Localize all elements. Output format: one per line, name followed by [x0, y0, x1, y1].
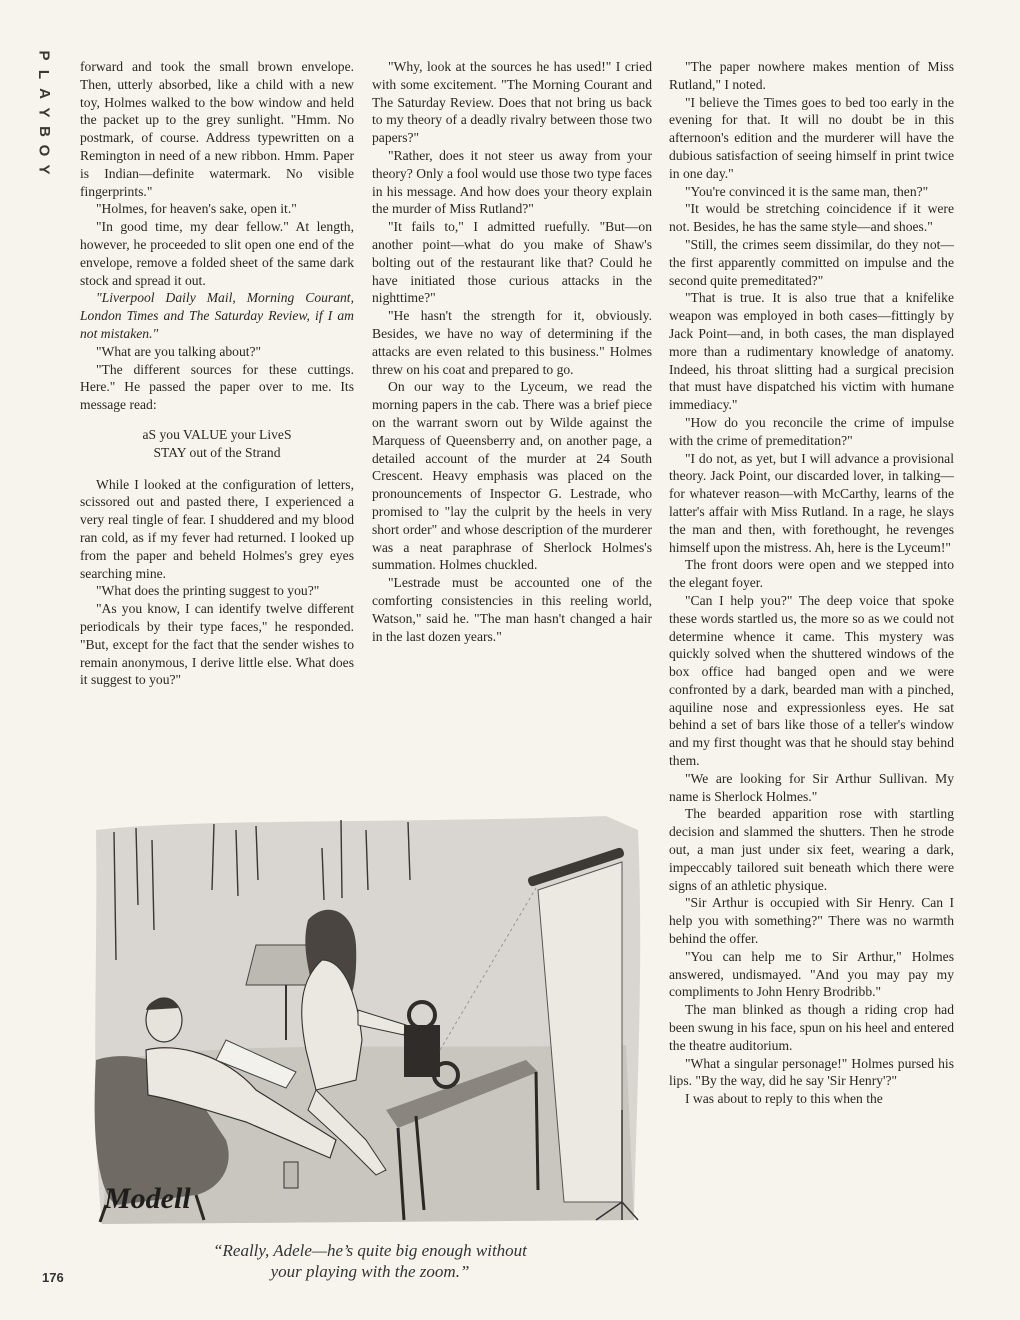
- masthead-letter: Y: [35, 107, 53, 118]
- cartoon-caption: [150, 1240, 590, 1282]
- caption-line: “Really, Adele—he’s quite big enough without: [213, 1241, 527, 1260]
- paragraph: "He hasn't the strength for it, obviously. Besides, we have no way of determining if the attacks are even related to this business." Holmes threw on his coat and prepared to go.: [372, 308, 652, 377]
- paragraph: "Can I help you?" The deep voice that spoke these words startled us, the more so as we could not determine whence it came. This mystery was quickly solved when the shuttered windows of the box office had banged open and we were confronted by a dark, bearded man with a pinched, aquiline nose and expressionless eyes. He sat behind a set of bars like those of a teller's window and my first thought was that he should stay behind them.: [669, 592, 954, 769]
- paragraph: "How do you reconcile the crime of impulse with the crime of premeditation?": [669, 414, 954, 448]
- masthead-letter: Y: [35, 164, 53, 175]
- paragraph: I was about to reply to this when the: [685, 1091, 883, 1107]
- masthead-letter: O: [35, 144, 53, 157]
- paragraph: While I looked at the configuration of letters, scissored out and pasted there, I experienced a very real tingle of fear. I shuddered and my blood ran cold, as if my fever had returned. I looked up from the paper and beheld Holmes's grey eyes searching mine.: [80, 476, 354, 581]
- paragraph: "In good time, my dear fellow." At length, however, he proceeded to slit open one end of the envelope, remove a folded sheet of the same dark stock and spread it out.: [80, 219, 354, 288]
- paragraph: "The different sources for these cuttings. Here." He passed the paper over to me. Its message read:: [80, 361, 354, 413]
- page-number: 176: [42, 1270, 64, 1285]
- paragraph: "Sir Arthur is occupied with Sir Henry. Can I help you with something?" There was no warmth behind the offer.: [669, 895, 954, 947]
- paragraph: "I believe the Times goes to bed too early in the evening for that. It will no doubt be in this afternoon's edition and the murderer will have the dubious satisfaction of seeing himself in print twice in one day.": [669, 94, 954, 181]
- text-column-3: [669, 58, 954, 1108]
- paragraph: "Why, look at the sources he has used!" I cried with some excitement. "The Morning Courant and The Saturday Review. Does that not bring us back to my theory of a deadly rivalry between those two papers?": [372, 59, 652, 146]
- text-column-1: [80, 58, 354, 689]
- paragraph: "Liverpool Daily Mail, Morning Courant, London Times and The Saturday Review, if I am not mistaken.": [80, 290, 354, 341]
- paragraph: "What a singular personage!" Holmes pursed his lips. "By the way, did he say 'Sir Henry'?": [669, 1055, 954, 1089]
- paragraph: forward and took the small brown envelope. Then, utterly absorbed, like a child with a new toy, Holmes walked to the bow window and held the packet up to the grey sunlight. "Hmm. No postmark, of course. Address typewritten on a Remington in need of a new ribbon. Hmm. Paper is Indian—definite watermark. No visible fingerprints.": [80, 59, 354, 199]
- caption-line: your playing with the zoom.”: [270, 1262, 470, 1281]
- paragraph: "You're convinced it is the same man, then?": [685, 183, 929, 199]
- paragraph: "Holmes, for heaven's sake, open it.": [96, 201, 297, 217]
- magazine-masthead: [34, 46, 54, 179]
- masthead-letter: P: [35, 50, 53, 61]
- masthead-letter: L: [35, 69, 53, 80]
- masthead-letter: B: [35, 126, 53, 137]
- paragraph: "I do not, as yet, but I will advance a provisional theory. Jack Point, our discarded lover, in talking—for whatever reason—with McCarthy, learns of the latter's affair with Miss Rutland. In a rage, he slays the man and then, with forethought, he revenges himself upon the mistress. Ah, here is the Lyceum!": [669, 450, 954, 555]
- paragraph: "What are you talking about?": [96, 343, 262, 359]
- paragraph: "The paper nowhere makes mention of Miss Rutland," I noted.: [669, 59, 954, 92]
- paragraph: The front doors were open and we stepped into the elegant foyer.: [669, 557, 954, 591]
- text-column-2: [372, 58, 652, 645]
- paragraph: The bearded apparition rose with startling decision and slammed the shutters. Then he strode out, a man just under six feet, wearing a dark, impeccably tailored suit beneath which there were signs of an athletic physique.: [669, 806, 954, 893]
- masthead-letter: A: [35, 88, 53, 99]
- paragraph: "What does the printing suggest to you?": [96, 583, 320, 599]
- ransom-message-line: aS you VALUE your LiveS: [142, 426, 292, 442]
- paragraph: "We are looking for Sir Arthur Sullivan. My name is Sherlock Holmes.": [669, 770, 954, 804]
- paragraph: On our way to the Lyceum, we read the morning papers in the cab. There was a brief piece on the warrant sworn out by Wilde against the Marquess of Queensberry and, on another page, a detailed account of the murder at 24 South Crescent. Heavy emphasis was placed on the pronouncements of Inspector G. Lestrade, who promised to "lay the culprit by the heels in very short order" and whose description of the murderer was a neat paraphrase of Sherlock Holmes's summation. Holmes chuckled.: [372, 379, 652, 573]
- paragraph: "It would be stretching coincidence if it were not. Besides, he has the same style—and shoes.": [669, 201, 954, 235]
- ransom-message-line: STAY out of the Strand: [153, 444, 281, 460]
- ransom-message: [80, 426, 354, 462]
- paragraph: "As you know, I can identify twelve different periodicals by their type faces," he responded. "But, except for the fact that the sender wishes to remain anonymous, I derive little else. What does it suggest to you?": [80, 601, 354, 688]
- paragraph: "Lestrade must be accounted one of the comforting consistencies in this reeling world, Watson," said he. "The man hasn't changed a hair in the last dozen years.": [372, 575, 652, 644]
- cartoon-signature: Modell: [104, 1182, 191, 1215]
- paragraph: The man blinked as though a riding crop had been swung in his face, spun on his heel and entered the theatre auditorium.: [669, 1002, 955, 1053]
- paragraph: "You can help me to Sir Arthur," Holmes answered, undismayed. "And you may pay my compliments to John Henry Brodribb.": [669, 948, 954, 1000]
- paragraph: "That is true. It is also true that a knifelike weapon was employed in both cases—fittingly by Jack Point—and, in both cases, the man displayed more than a rudimentary knowledge of anatomy. Indeed, his throat slitting had a surgical precision that must have dispatched his victim with humane immediacy.": [669, 290, 954, 413]
- paragraph: "Rather, does it not steer us away from your theory? Only a fool would use those two type faces in his message. And how does your theory explain the murder of Miss Rutland?": [372, 147, 652, 217]
- paragraph: "It fails to," I admitted ruefully. "But—on another point—what do you make of Shaw's bolting out of the restaurant like that? Could he have initiated those curious attacks in the nighttime?": [372, 219, 652, 306]
- cartoon-illustration: [86, 810, 656, 1230]
- paragraph: "Still, the crimes seem dissimilar, do they not—the first apparently committed on impulse and the second quite premeditated?": [669, 236, 954, 288]
